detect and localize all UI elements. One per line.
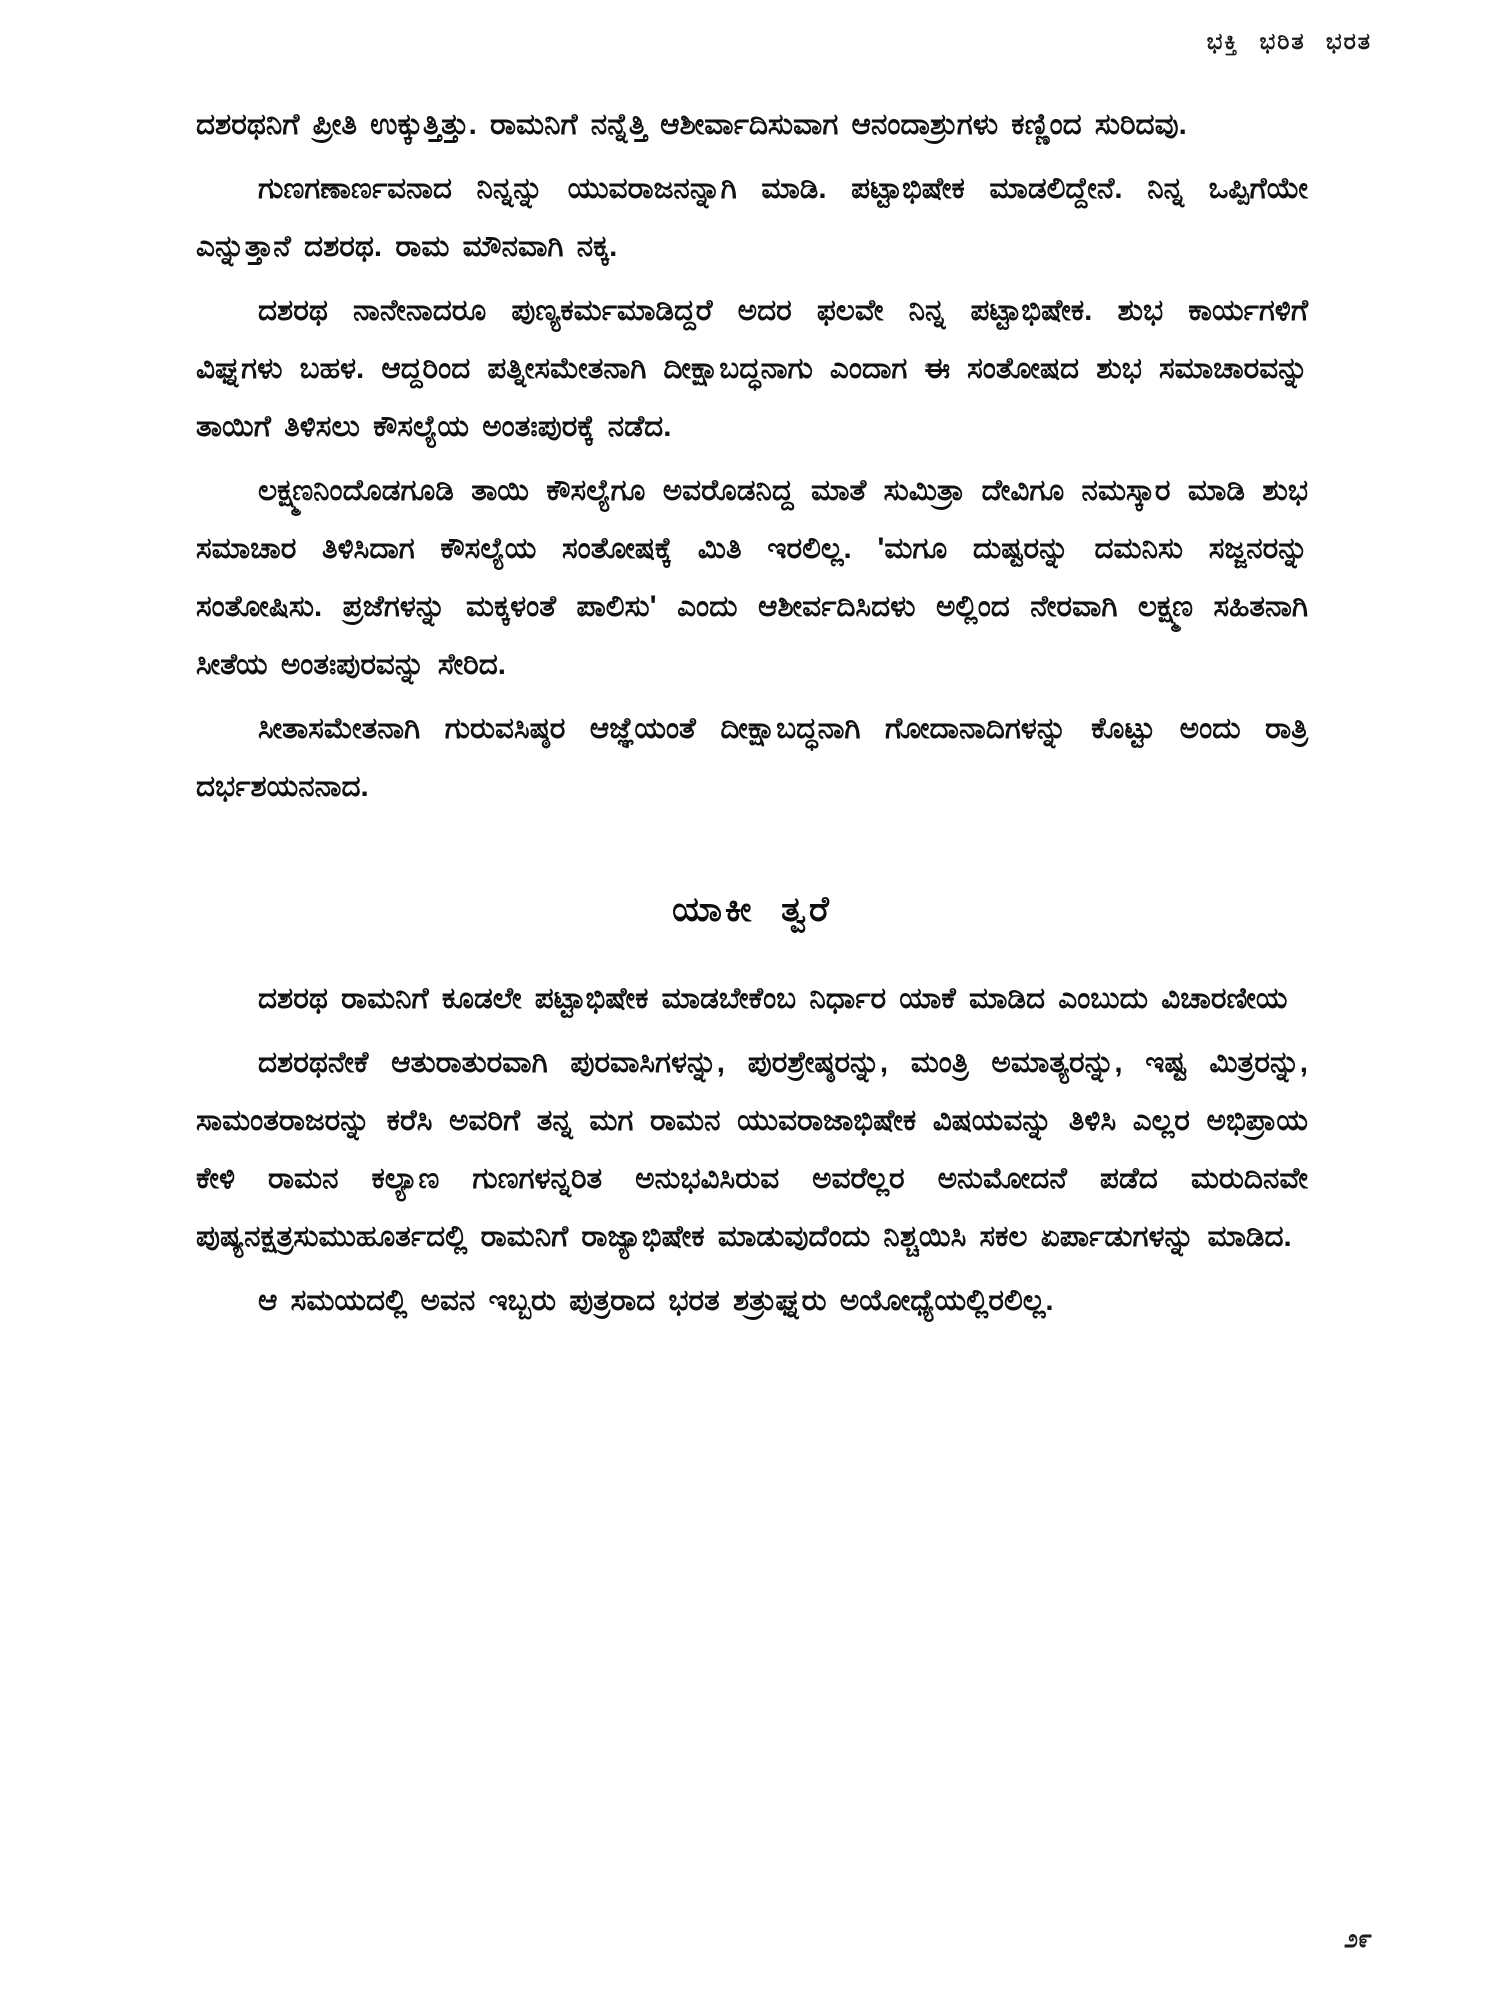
page-number: ೨೯	[1343, 1925, 1372, 1953]
paragraph: ದಶರಥ ನಾನೇನಾದರೂ ಪುಣ್ಯಕರ್ಮಮಾಡಿದ್ದರೆ ಅದರ ಫಲವೇ ನಿನ್ನ ಪಟ್ಟಾಭಿಷೇಕ. ಶುಭ ಕಾರ್ಯಗಳಿಗೆ ವಿಘ್ನಗಳು ಬಹಳ. ಆದ್ದರಿಂದ ಪತ್ನೀಸಮೇತನಾಗಿ ದೀಕ್ಷಾಬದ್ಧನಾಗು ಎಂದಾಗ ಈ ಸಂತೋಷದ ಶುಭ ಸಮಾಚಾರವನ್ನು ತಾಯಿಗೆ ತಿಳಿಸಲು ಕೌಸಲ್ಯೆಯ ಅಂತಃಪುರಕ್ಕೆ ನಡೆದ.	[196, 294, 1308, 443]
paragraph: ಸೀತಾಸಮೇತನಾಗಿ ಗುರುವಸಿಷ್ಠರ ಆಜ್ಞೆಯಂತೆ ದೀಕ್ಷಾಬದ್ಧನಾಗಿ ಗೋದಾನಾದಿಗಳನ್ನು ಕೊಟ್ಟು ಅಂದು ರಾತ್ರಿ ದರ್ಭಶಯನನಾದ.	[196, 712, 1308, 803]
paragraph: ಗುಣಗಣಾರ್ಣವನಾದ ನಿನ್ನನ್ನು ಯುವರಾಜನನ್ನಾಗಿ ಮಾಡಿ. ಪಟ್ಟಾಭಿಷೇಕ ಮಾಡಲಿದ್ದೇನೆ. ನಿನ್ನ ಒಪ್ಪಿಗೆಯೇ ಎನ್ನುತ್ತಾನೆ ದಶರಥ. ರಾಮ ಮೌನವಾಗಿ ನಕ್ಕ.	[196, 172, 1308, 263]
paragraph: ದಶರಥನೇಕೆ ಆತುರಾತುರವಾಗಿ ಪುರವಾಸಿಗಳನ್ನು, ಪುರಶ್ರೇಷ್ಠರನ್ನು, ಮಂತ್ರಿ ಅಮಾತ್ಯರನ್ನು, ಇಷ್ಟ ಮಿತ್ರರನ್ನು, ಸಾಮಂತರಾಜರನ್ನು ಕರೆಸಿ ಅವರಿಗೆ ತನ್ನ ಮಗ ರಾಮನ ಯುವರಾಜಾಭಿಷೇಕ ವಿಷಯವನ್ನು ತಿಳಿಸಿ ಎಲ್ಲರ ಅಭಿಪ್ರಾಯ ಕೇಳಿ ರಾಮನ ಕಲ್ಯಾಣ ಗುಣಗಳನ್ನರಿತ ಅನುಭವಿಸಿರುವ ಅವರೆಲ್ಲರ ಅನುಮೋದನೆ ಪಡೆದ ಮರುದಿನವೇ ಪುಷ್ಯನಕ್ಷತ್ರಸುಮುಹೂರ್ತದಲ್ಲಿ ರಾಮನಿಗೆ ರಾಜ್ಯಾಭಿಷೇಕ ಮಾಡುವುದೆಂದು ನಿಶ್ಚಯಿಸಿ ಸಕಲ ಏರ್ಪಾಡುಗಳನ್ನು ಮಾಡಿದ.	[196, 1046, 1308, 1253]
paragraph: ಲಕ್ಷ್ಮಣನಿಂದೊಡಗೂಡಿ ತಾಯಿ ಕೌಸಲ್ಯೆಗೂ ಅವರೊಡನಿದ್ದ ಮಾತೆ ಸುಮಿತ್ರಾ ದೇವಿಗೂ ನಮಸ್ಕಾರ ಮಾಡಿ ಶುಭ ಸಮಾಚಾರ ತಿಳಿಸಿದಾಗ ಕೌಸಲ್ಯೆಯ ಸಂತೋಷಕ್ಕೆ ಮಿತಿ ಇರಲಿಲ್ಲ. 'ಮಗೂ ದುಷ್ಟರನ್ನು ದಮನಿಸು ಸಜ್ಜನರನ್ನು ಸಂತೋಷಿಸು. ಪ್ರಜೆಗಳನ್ನು ಮಕ್ಕಳಂತೆ ಪಾಲಿಸು' ಎಂದು ಆಶೀರ್ವದಿಸಿದಳು ಅಲ್ಲಿಂದ ನೇರವಾಗಿ ಲಕ್ಷ್ಮಣ ಸಹಿತನಾಗಿ ಸೀತೆಯ ಅಂತಃಪುರವನ್ನು ಸೇರಿದ.	[196, 474, 1308, 681]
page-body	[196, 96, 1308, 1330]
running-header: ಭಕ್ತಿ ಭರಿತ ಭರತ	[1206, 28, 1372, 54]
paragraph: ಆ ಸಮಯದಲ್ಲಿ ಅವನ ಇಬ್ಬರು ಪುತ್ರರಾದ ಭರತ ಶತ್ರುಘ್ನರು ಅಯೋಧ್ಯೆಯಲ್ಲಿರಲಿಲ್ಲ.	[258, 1284, 1054, 1317]
section-heading: ಯಾಕೀ ತ್ವರೆ	[672, 890, 832, 929]
paragraph: ದಶರಥನಿಗೆ ಪ್ರೀತಿ ಉಕ್ಕುತ್ತಿತ್ತು. ರಾಮನಿಗೆ ನನ್ನೆತ್ತಿ ಆಶೀರ್ವಾದಿಸುವಾಗ ಆನಂದಾಶ್ರುಗಳು ಕಣ್ಣಿಂದ ಸುರಿದವು.	[196, 108, 1187, 141]
paragraph: ದಶರಥ ರಾಮನಿಗೆ ಕೂಡಲೇ ಪಟ್ಟಾಭಿಷೇಕ ಮಾಡಬೇಕೆಂಬ ನಿರ್ಧಾರ ಯಾಕೆ ಮಾಡಿದ ಎಂಬುದು ವಿಚಾರಣೀಯ	[258, 982, 1288, 1015]
